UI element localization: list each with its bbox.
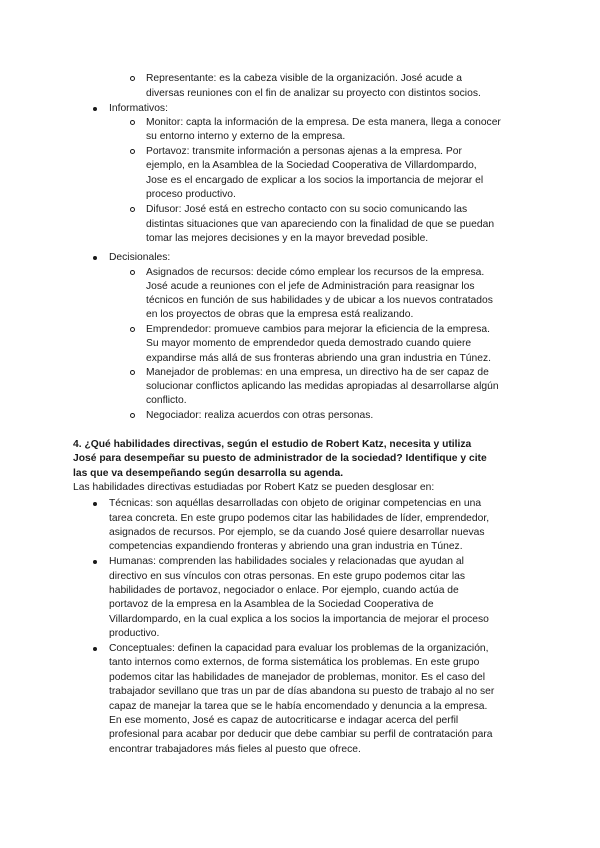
text-line: conflicto. (146, 395, 187, 406)
text-line: tarea concreta. En este grupo podemos citar las habilidades de líder, emprendedor, (109, 513, 490, 524)
question-heading: 4. ¿Qué habilidades directivas, según el estudio de Robert Katz, necesita y utiliza (73, 439, 472, 450)
disc-bullet-icon (93, 107, 97, 111)
text-line: expandirse más allá de sus fronteras abriendo una gran industria en Túnez. (146, 353, 491, 364)
text-line: Conceptuales: definen la capacidad para evaluar los problemas de la organización, (109, 643, 489, 654)
text-line: productivo. (109, 628, 160, 639)
text-line: capaz de manejar la tarea que se le había encomendado y denuncia a la empresa. (109, 701, 488, 712)
question-heading: las que va desempeñando según desarrolla su agenda. (73, 468, 344, 479)
text-line: José acude a reuniones con el jefe de Administración para reasignar los (146, 281, 475, 292)
text-line: Emprendedor: promueve cambios para mejorar la eficiencia de la empresa. (146, 324, 490, 335)
circle-bullet-icon (130, 207, 135, 212)
question-heading: José para desempeñar su puesto de administrador de la sociedad? Identifique y cite (73, 453, 487, 464)
disc-bullet-icon (93, 502, 97, 506)
circle-bullet-icon (130, 327, 135, 332)
text-line: distintas situaciones que van apareciendo con la finalidad de que se puedan (146, 219, 495, 230)
text-line: Villardompardo, en la cual explica a los socios la importancia de mejorar el proceso (109, 614, 489, 625)
text-line: Técnicas: son aquéllas desarrolladas con objeto de originar competencias en una (109, 498, 482, 509)
text-line: Su mayor momento de emprendedor queda demostrado cuando quiere (146, 338, 472, 349)
text-line: Monitor: capta la información de la empresa. De esta manera, llega a conocer (146, 117, 501, 128)
text-line: encontrar trabajadores más fieles al puesto que ofrece. (109, 744, 361, 755)
text-line: solucionar conflictos aplicando las medidas apropiadas al desarrollarse algún (146, 381, 499, 392)
text-line: directivo en sus vínculos con otras personas. En este grupo podemos citar las (109, 571, 466, 582)
text-line: portavoz de la empresa en la Asamblea de la Sociedad Cooperativa de (109, 599, 434, 610)
text-line: habilidades de portavoz, negociador o enlace. Por ejemplo, cuando actúa de (109, 585, 459, 596)
list-heading-informativos: Informativos: (109, 103, 168, 114)
circle-bullet-icon (130, 413, 135, 418)
circle-bullet-icon (130, 120, 135, 125)
text-line: podemos citar las habilidades de manejador de problemas, monitor. Es el caso del (109, 672, 486, 683)
text-line: Jose es el encargado de explicar a los socios la importancia de mejorar el (146, 175, 484, 186)
text-line: asignados de recursos. Por ejemplo, se da cuando José quiere desarrollar nuevas (109, 527, 485, 538)
text-line: Manejador de problemas: en una empresa, un directivo ha de ser capaz de (146, 367, 489, 378)
disc-bullet-icon (93, 256, 97, 260)
text-line: ejemplo, en la Asamblea de la Sociedad Cooperativa de Villardompardo, (146, 160, 477, 171)
text-line: Humanas: comprenden las habilidades sociales y relacionadas que ayudan al (109, 556, 464, 567)
text-line: trabajador sevillano que tras un par de días abandona su puesto de trabajo al no ser (109, 686, 495, 697)
intro-paragraph: Las habilidades directivas estudiadas por Robert Katz se pueden desglosar en: (73, 482, 435, 493)
text-line: su entorno interno y externo de la empresa. (146, 131, 346, 142)
text-line: Difusor: José está en estrecho contacto con su socio comunicando las (146, 204, 468, 215)
text-line: tomar las mejores decisiones y en la mayor brevedad posible. (146, 233, 429, 244)
text-line: diversas reuniones con el fin de analizar su proyecto con distintos socios. (146, 88, 481, 99)
circle-bullet-icon (130, 149, 135, 154)
circle-bullet-icon (130, 270, 135, 275)
text-line: proceso productivo. (146, 189, 236, 200)
text-line: profesional para acabar por deducir que debe cambiar su perfil de contratación para (109, 729, 493, 740)
list-heading-decisionales: Decisionales: (109, 252, 171, 263)
text-line: en los proyectos de obras que la empresa está realizando. (146, 309, 414, 320)
text-line: Portavoz: transmite información a personas ajenas a la empresa. Por (146, 146, 462, 157)
text-line: competencias expandiendo fronteras y abriendo una gran industria en Túnez. (109, 541, 463, 552)
text-line: Negociador: realiza acuerdos con otras personas. (146, 410, 374, 421)
text-line: Representante: es la cabeza visible de la organización. José acude a (146, 73, 462, 84)
text-line: técnicos en función de sus habilidades y de ubicar a los nuevos contratados (146, 295, 493, 306)
text-line: tanto internos como externos, de forma sistemática los problemas. En este grupo (109, 657, 480, 668)
circle-bullet-icon (130, 370, 135, 375)
disc-bullet-icon (93, 560, 97, 564)
text-line: En ese momento, José es capaz de autocriticarse e indagar acerca del perfil (109, 715, 459, 726)
disc-bullet-icon (93, 647, 97, 651)
circle-bullet-icon (130, 76, 135, 81)
text-line: Asignados de recursos: decide cómo emplear los recursos de la empresa. (146, 267, 485, 278)
